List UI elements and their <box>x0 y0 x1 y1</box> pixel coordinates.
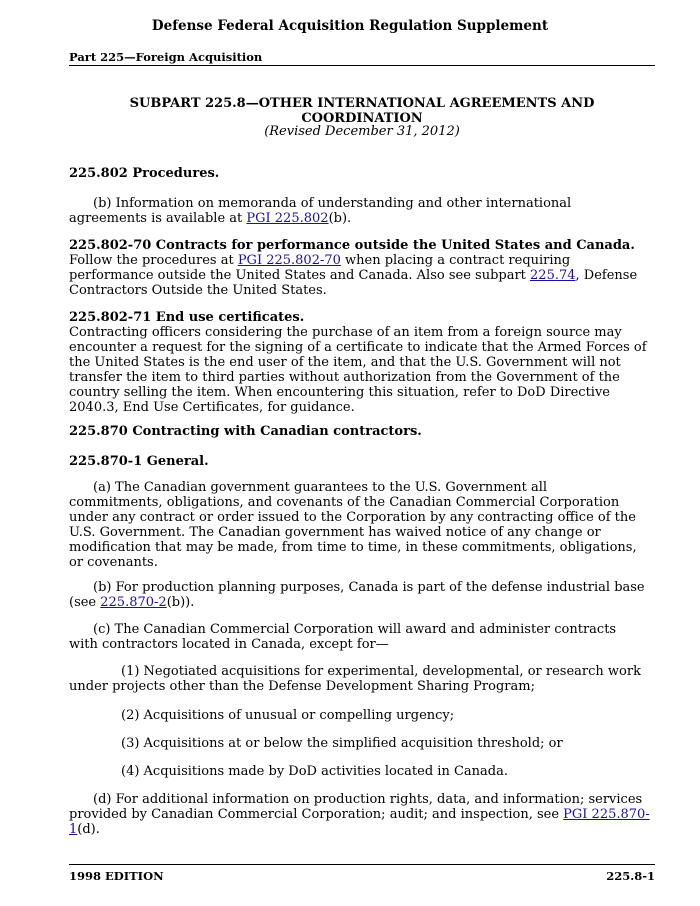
section-heading-225-802: 225.802 Procedures. <box>69 166 220 181</box>
paragraph-225-870-1-c-3: (3) Acquisitions at or below the simplified acquisition threshold; or <box>121 736 563 751</box>
link-225-870-2[interactable]: 225.870-2 <box>100 595 167 610</box>
link-pgi-225-870-1[interactable]: PGI 225.870- <box>563 807 650 822</box>
footer-page-number: 225.8-1 <box>606 869 655 883</box>
paragraph-225-870-1-c-1: (1) Negotiated acquisitions for experimental, developmental, or research work under projects other than the Defense Development Sharing Program; <box>69 664 641 694</box>
link-pgi-225-870-1-continued[interactable]: 1 <box>69 822 78 837</box>
subpart-title: SUBPART 225.8—OTHER INTERNATIONAL AGREEMENTS AND COORDINATION <box>129 96 595 126</box>
link-pgi-225-802[interactable]: PGI 225.802 <box>246 211 329 226</box>
paragraph-225-870-1-b: (b) For production planning purposes, Canada is part of the defense industrial base (see 225.870-2(b)). <box>69 580 645 610</box>
section-heading-225-870: 225.870 Contracting with Canadian contractors. <box>69 424 422 439</box>
paragraph-225-870-1-c-2: (2) Acquisitions of unusual or compelling urgency; <box>121 708 455 723</box>
link-subpart-225-74[interactable]: 225.74 <box>530 268 576 283</box>
section-heading-225-802-70: 225.802-70 Contracts for performance outside the United States and Canada. <box>69 238 635 253</box>
paragraph-225-870-1-c: (c) The Canadian Commercial Corporation will award and administer contracts with contractors located in Canada, except for— <box>69 622 617 652</box>
paragraph-225-870-1-c-4: (4) Acquisitions made by DoD activities located in Canada. <box>121 764 508 779</box>
header-rule <box>69 65 655 66</box>
revision-date: (Revised December 31, 2012) <box>264 124 460 139</box>
footer-rule <box>69 864 655 865</box>
link-pgi-225-802-70[interactable]: PGI 225.802-70 <box>237 253 341 268</box>
running-header-part: Part 225—Foreign Acquisition <box>69 50 263 64</box>
section-225-802-71: 225.802-71 End use certificates. Contracting officers considering the purchase of an item from a foreign source may encounter a request for the signing of a certificate to indicate that the Armed Forces of the United States is the end user of the item, and that the U.S. Government will not transfer the item to third parties without authorization from the Government of the country selling the item. When encountering this situation, refer to DoD Directive 2040.3, End Use Certificates, for guidance. <box>69 310 655 415</box>
paragraph-225-802-b: (b) Information on memoranda of understanding and other international agreements is available at PGI 225.802(b). <box>69 196 572 226</box>
footer-edition: 1998 EDITION <box>69 869 164 883</box>
section-heading-225-870-1: 225.870-1 General. <box>69 454 209 469</box>
paragraph-225-870-1-a: (a) The Canadian government guarantees to the U.S. Government all commitments, obligations, and covenants of the Canadian Commercial Corporation under any contract or order issued to the Corporation by any contracting office of the U.S. Government. The Canadian government has waived notice of any change or modification that may be made, from time to time, in these commitments, obligations, or covenants. <box>69 480 637 570</box>
section-225-802-70: 225.802-70 Contracts for performance outside the United States and Canada. Follow the procedures at PGI 225.802-70 when placing a contract requiring performance outside the United States and Canada. Also see subpart 225.74, Defense Contractors Outside the United States. <box>69 238 655 298</box>
section-heading-225-802-71: 225.802-71 End use certificates. <box>69 310 305 325</box>
paragraph-225-870-1-d: (d) For additional information on production rights, data, and information; services provided by Canadian Commercial Corporation; audit; and inspection, see PGI 225.870- 1(d). <box>69 792 650 837</box>
running-header-title: Defense Federal Acquisition Regulation Supplement <box>151 18 549 34</box>
